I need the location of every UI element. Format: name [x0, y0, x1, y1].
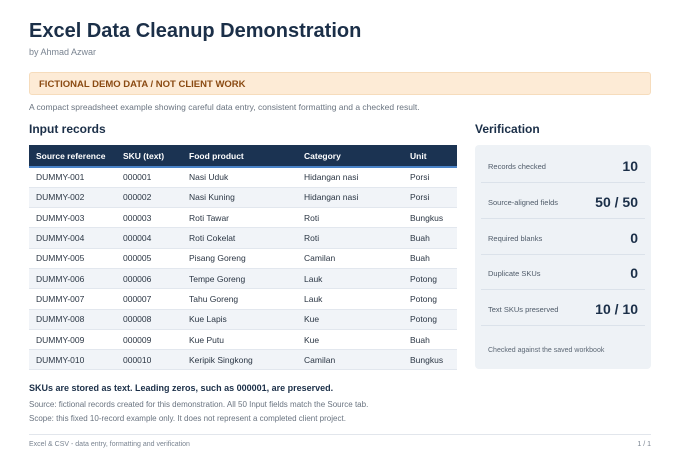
column-header-sku: SKU (text): [116, 145, 182, 167]
table-row: [29, 289, 457, 309]
footer-text: Excel & CSV - data entry, formatting and verification: [29, 441, 190, 448]
verification-value: 50 / 50: [595, 194, 638, 210]
scope-note: Scope: this fixed 10-record example only. It does not represent a completed client project.: [29, 414, 346, 423]
cell-food-product: Nasi Kuning: [182, 187, 297, 207]
verification-item-text-skus-preserved: [481, 290, 645, 326]
cell-food-product: Tahu Goreng: [182, 289, 297, 309]
cell-source-reference: DUMMY-004: [29, 228, 116, 248]
footer-divider: [29, 434, 651, 435]
verification-value: 0: [630, 265, 638, 281]
input-records-heading: Input records: [29, 122, 106, 136]
verification-label: Text SKUs preserved: [488, 305, 559, 314]
cell-category: Kue: [297, 329, 403, 349]
verification-item-required-blanks: [481, 219, 645, 255]
cell-unit: Porsi: [403, 167, 457, 187]
table-header-row: [29, 145, 457, 167]
demo-banner-text: FICTIONAL DEMO DATA / NOT CLIENT WORK: [39, 79, 246, 90]
table-row: [29, 329, 457, 349]
input-records-table: [29, 145, 457, 370]
cell-unit: Buah: [403, 329, 457, 349]
cell-category: Lauk: [297, 268, 403, 288]
cell-source-reference: DUMMY-003: [29, 208, 116, 228]
table-row: [29, 248, 457, 268]
cell-sku: 000010: [116, 350, 182, 370]
demo-banner: [29, 72, 651, 95]
verification-value: 10: [622, 158, 638, 174]
cell-food-product: Tempe Goreng: [182, 268, 297, 288]
cell-source-reference: DUMMY-009: [29, 329, 116, 349]
verification-heading: Verification: [475, 122, 540, 136]
cell-food-product: Roti Cokelat: [182, 228, 297, 248]
verification-label: Records checked: [488, 162, 546, 171]
cell-category: Roti: [297, 228, 403, 248]
cell-sku: 000004: [116, 228, 182, 248]
cell-unit: Bungkus: [403, 208, 457, 228]
cell-sku: 000005: [116, 248, 182, 268]
verification-label: Duplicate SKUs: [488, 269, 541, 278]
cell-unit: Buah: [403, 248, 457, 268]
cell-unit: Buah: [403, 228, 457, 248]
column-header-category: Category: [297, 145, 403, 167]
page-number: 1 / 1: [637, 441, 651, 448]
cell-sku: 000003: [116, 208, 182, 228]
column-header-source-reference: Source reference: [29, 145, 116, 167]
cell-category: Hidangan nasi: [297, 187, 403, 207]
cell-category: Lauk: [297, 289, 403, 309]
cell-category: Camilan: [297, 248, 403, 268]
cell-unit: Porsi: [403, 187, 457, 207]
verification-value: 10 / 10: [595, 301, 638, 317]
table-row: [29, 187, 457, 207]
verification-item-duplicate-skus: [481, 254, 645, 290]
cell-source-reference: DUMMY-008: [29, 309, 116, 329]
verification-item-records-checked: [481, 147, 645, 183]
verification-item-source-aligned-fields: [481, 183, 645, 219]
sku-note: SKUs are stored as text. Leading zeros, such as 000001, are preserved.: [29, 383, 334, 393]
cell-source-reference: DUMMY-010: [29, 350, 116, 370]
cell-source-reference: DUMMY-006: [29, 268, 116, 288]
cell-sku: 000007: [116, 289, 182, 309]
verification-panel: [475, 145, 651, 369]
verification-value: 0: [630, 230, 638, 246]
cell-source-reference: DUMMY-007: [29, 289, 116, 309]
cell-source-reference: DUMMY-002: [29, 187, 116, 207]
cell-sku: 000009: [116, 329, 182, 349]
source-note: Source: fictional records created for this demonstration. All 50 Input fields match the Source tab.: [29, 400, 369, 409]
table-row: [29, 309, 457, 329]
byline: by Ahmad Azwar: [29, 47, 97, 57]
cell-category: Camilan: [297, 350, 403, 370]
cell-sku: 000006: [116, 268, 182, 288]
cell-unit: Potong: [403, 309, 457, 329]
cell-food-product: Roti Tawar: [182, 208, 297, 228]
column-header-unit: Unit: [403, 145, 457, 167]
cell-category: Hidangan nasi: [297, 167, 403, 187]
cell-source-reference: DUMMY-001: [29, 167, 116, 187]
cell-source-reference: DUMMY-005: [29, 248, 116, 268]
cell-food-product: Kue Putu: [182, 329, 297, 349]
column-header-food-product: Food product: [182, 145, 297, 167]
verification-label: Required blanks: [488, 234, 543, 243]
cell-unit: Potong: [403, 268, 457, 288]
cell-food-product: Pisang Goreng: [182, 248, 297, 268]
cell-unit: Potong: [403, 289, 457, 309]
cell-sku: 000008: [116, 309, 182, 329]
table-row: [29, 268, 457, 288]
verification-label: Source-aligned fields: [488, 198, 559, 207]
cell-unit: Bungkus: [403, 350, 457, 370]
cell-sku: 000001: [116, 167, 182, 187]
table-row: [29, 208, 457, 228]
cell-food-product: Kue Lapis: [182, 309, 297, 329]
cell-category: Kue: [297, 309, 403, 329]
cell-food-product: Nasi Uduk: [182, 167, 297, 187]
table-row: [29, 228, 457, 248]
intro-text: A compact spreadsheet example showing careful data entry, consistent formatting and a checked result.: [29, 102, 420, 112]
page-title: Excel Data Cleanup Demonstration: [29, 20, 362, 42]
table-row: [29, 167, 457, 187]
cell-food-product: Keripik Singkong: [182, 350, 297, 370]
verification-note: Checked against the saved workbook: [488, 347, 605, 354]
cell-category: Roti: [297, 208, 403, 228]
cell-sku: 000002: [116, 187, 182, 207]
table-row: [29, 350, 457, 370]
